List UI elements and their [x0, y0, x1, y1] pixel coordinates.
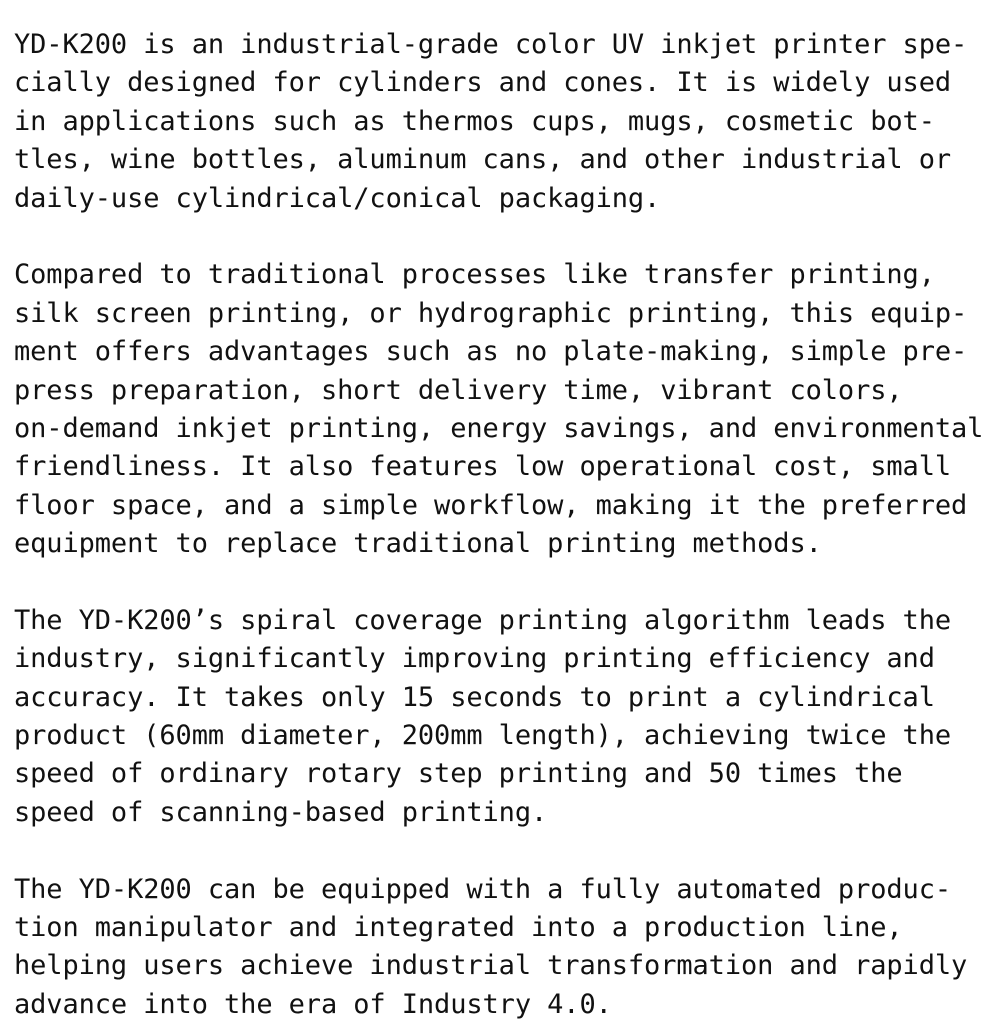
text-line: equipment to replace traditional printing methods. — [14, 528, 822, 560]
text-line: product (60mm diameter, 200mm length), achieving twice the — [14, 720, 952, 752]
text-line: The YD-K200 can be equipped with a fully automated produc- — [14, 873, 952, 905]
text-line: daily-use cylindrical/conical packaging. — [14, 182, 661, 214]
text-line: floor space, and a simple workflow, making it the preferred — [14, 489, 968, 521]
text-line: press preparation, short delivery time, vibrant colors, — [14, 374, 903, 406]
text-line: on-demand inkjet printing, energy savings, and environmental — [14, 412, 984, 444]
text-line: silk screen printing, or hydrographic printing, this equip- — [14, 297, 968, 329]
text-line: cially designed for cylinders and cones. It is widely used — [14, 67, 952, 99]
text-line: tion manipulator and integrated into a production line, — [14, 911, 903, 943]
text-line: advance into the era of Industry 4.0. — [14, 988, 612, 1020]
text-line: tles, wine bottles, aluminum cans, and other industrial or — [14, 144, 952, 176]
text-line: accuracy. It takes only 15 seconds to print a cylindrical — [14, 681, 935, 713]
document-body — [14, 26, 994, 1024]
text-line: industry, significantly improving printing efficiency and — [14, 643, 935, 675]
paragraph-automation — [14, 871, 994, 1025]
text-line: The YD-K200’s spiral coverage printing algorithm leads the — [14, 604, 952, 636]
text-line: speed of scanning-based printing. — [14, 796, 548, 828]
text-line: speed of ordinary rotary step printing and 50 times the — [14, 758, 903, 790]
text-line: YD-K200 is an industrial-grade color UV inkjet printer spe- — [14, 29, 968, 60]
text-line: ment offers advantages such as no plate-making, simple pre- — [14, 336, 968, 368]
text-line: Compared to traditional processes like transfer printing, — [14, 259, 935, 291]
paragraph-overview — [14, 26, 994, 218]
text-line: in applications such as thermos cups, mugs, cosmetic bot- — [14, 105, 935, 137]
text-line: friendliness. It also features low operational cost, small — [14, 451, 952, 483]
paragraph-advantages — [14, 256, 994, 563]
paragraph-algorithm — [14, 602, 994, 832]
text-line: helping users achieve industrial transformation and rapidly — [14, 950, 968, 982]
